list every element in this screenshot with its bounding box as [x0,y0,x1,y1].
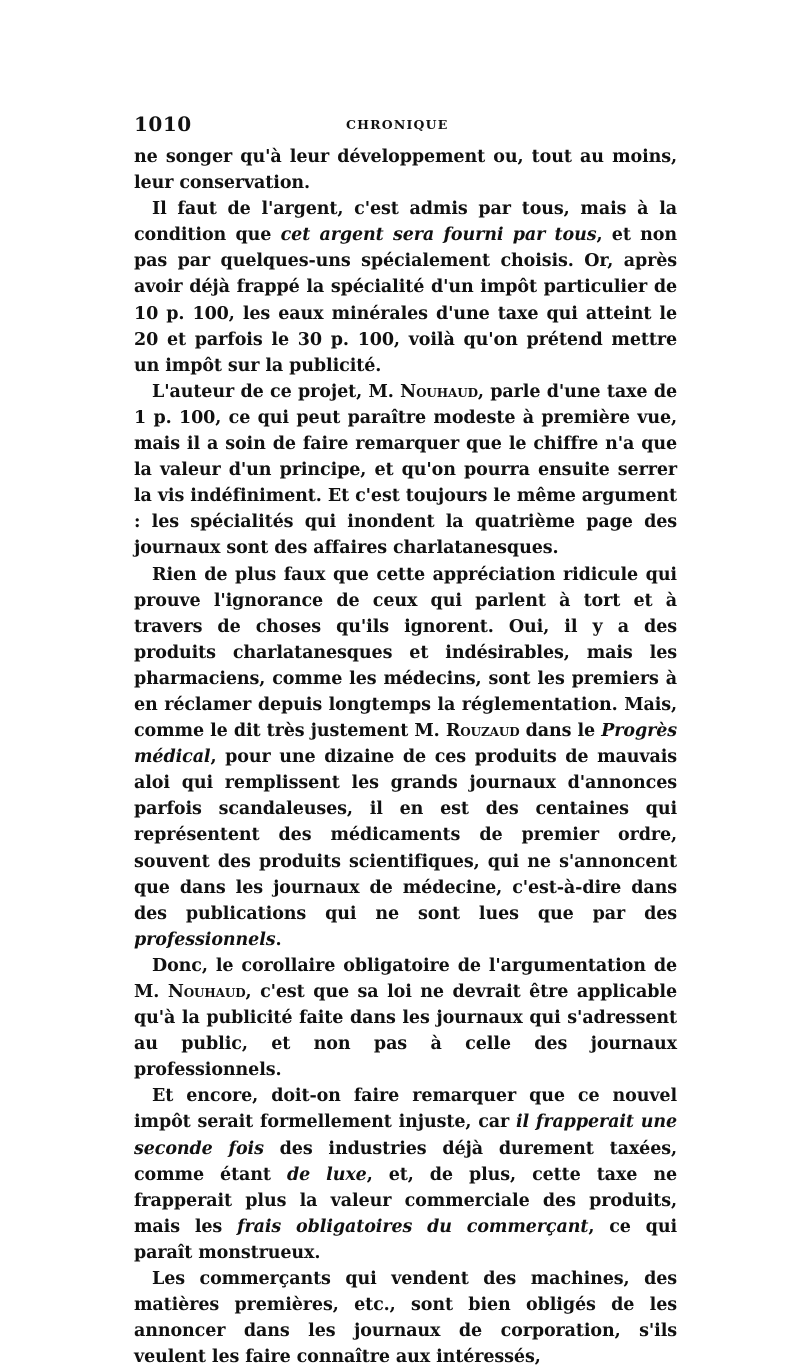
page-header [134,112,677,144]
text-run: , c'est que sa loi ne devrait être applicable qu'à la publicité faite dans les journaux qui s'adressent au public, et non pas à celle des journaux professionnels. [134,982,677,1081]
text-run: ne songer qu'à leur développement ou, tout au moins, leur conservation. [134,147,677,194]
book-page [134,112,677,1370]
body-text [134,144,677,1370]
page-number: 1010 [134,112,192,136]
text-run: L'auteur de ce projet, M. [152,381,401,402]
paragraph [134,1266,677,1370]
text-run: Il faut de l'argent, c'est admis par tous, mais à la condition que [134,199,677,246]
paragraph [134,1083,677,1266]
author-name: Nouhaud [167,982,246,1002]
paragraph [134,562,677,953]
text-run: Donc, le corollaire obligatoire de l'argumentation de M. [134,955,677,1002]
paragraph [134,953,677,1083]
author-name: Nouhaud [400,381,478,402]
paragraph [134,144,677,196]
text-run: des industries déjà durement taxées, comme étant [134,1138,677,1185]
italic-text: de luxe [286,1164,367,1185]
text-run: Rien de plus faux que cette appréciation ridicule qui prouve l'ignorance de ceux qui parlent à tort et à travers de choses qu'ils ignorent. Oui, il y a des produits charlatanesques et indésirables, mais les pharmaciens, comme les médecins, sont les premiers à en réclamer depuis longtemps la réglementation. Mais, comme le dit très justement M. [134,564,677,742]
text-run: , ce qui paraît monstrueux. [134,1216,677,1263]
author-name: Rouzaud [445,721,520,742]
italic-text: professionnels [134,929,276,950]
text-run: dans le [519,721,602,742]
paragraph [134,379,677,562]
text-run: , pour une dizaine de ces produits de mauvais aloi qui remplissent les grands journaux d'annonces parfois scandaleuses, il en est des centaines qui représentent des médicaments de premier ordre, souvent des produits scientifiques, qui ne s'annoncent que dans les journaux de médecine, c'est-à-dire dans des publications qui ne sont lues que par des [134,747,677,924]
running-title: CHRONIQUE [346,117,449,132]
paragraph [134,196,677,379]
italic-text: cet argent sera fourni par tous [280,225,597,246]
italic-text: Progrès médical [134,721,678,768]
text-run: , parle d'une taxe de 1 p. 100, ce qui peut paraître modeste à première vue, mais il a soin de faire remarquer que le chiffre n'a que la valeur d'un principe, et qu'on pourra ensuite serrer la vis indéfiniment. Et c'est toujours le même argument : les spécialités qui inondent la quatrième page des journaux sont des affaires charlatanesques. [134,381,677,559]
text-run: , et, de plus, cette taxe ne frapperait plus la valeur commerciale des produits, mais les [134,1164,677,1237]
italic-text: frais obligatoires du commerçant [237,1216,589,1237]
text-run: , et non pas par quelques-uns spécialement choisis. Or, après avoir déjà frappé la spécialité d'un impôt particulier de 10 p. 100, les eaux minérales d'une taxe qui atteint le 20 et parfois le 30 p. 100, voilà qu'on prétend mettre un impôt sur la publicité. [134,225,677,376]
text-run: Et encore, doit-on faire remarquer que ce nouvel impôt serait formellement injuste, car [134,1086,677,1133]
italic-text: il frapperait une seconde fois [134,1112,677,1159]
text-run: Les commerçants qui vendent des machines, des matières premières, etc., sont bien obligés de les annoncer dans les journaux de corporation, s'ils veulent les faire connaître aux intéressés, [134,1269,677,1368]
text-run: . [275,929,282,950]
